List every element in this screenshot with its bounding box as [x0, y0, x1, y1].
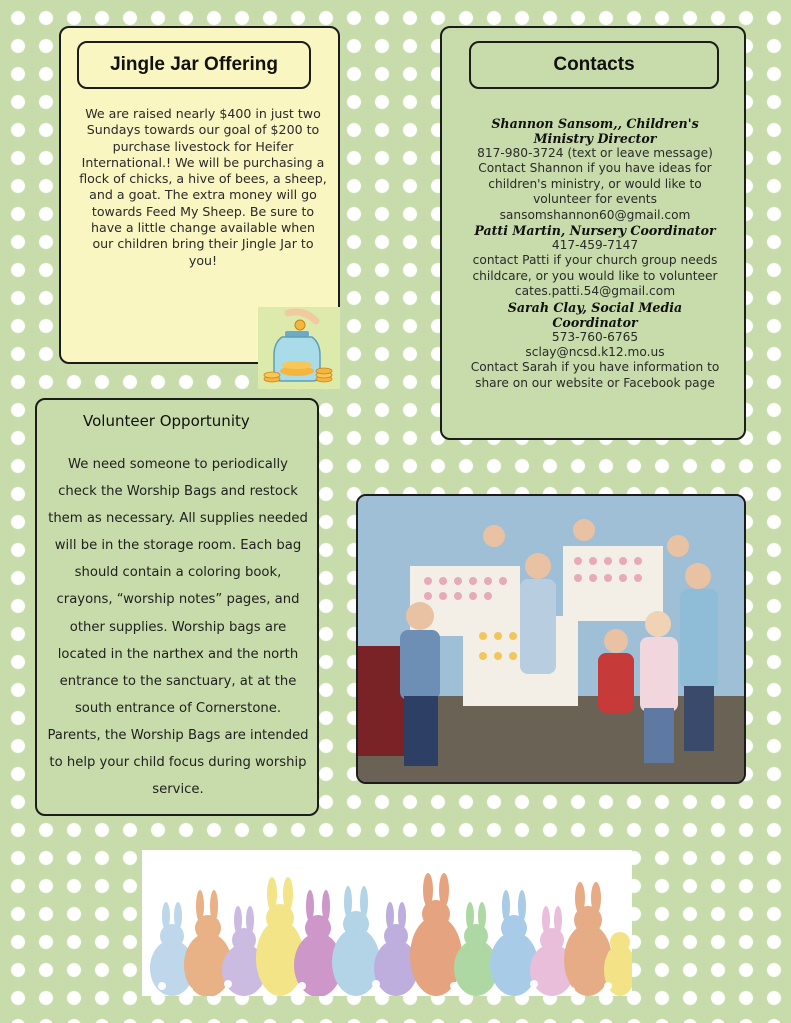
contact-email-sarah: sclay@ncsd.k12.mo.us	[525, 345, 665, 360]
contact-phone-patti: 417-459-7147	[551, 238, 639, 253]
contact-name-shannon: Shannon Sansom,, Children's Ministry Director	[491, 116, 699, 146]
easter-bunnies-banner	[142, 850, 632, 996]
contact-phone-shannon: 817-980-3724 (text or leave message)	[477, 146, 713, 160]
jingle-jar-body: We are raised nearly $400 in just two Sundays towards our goal of $200 to purchase livestock for Heifer International.! We will be purchasing a flock of chicks, a hive of bees, a sheep, and a goat. The extra money will go towards Feed My Sheep. Be sure to have a little change available when our children bring their Jingle Jar to you!	[79, 106, 327, 268]
jingle-jar-title: Jingle Jar Offering	[77, 41, 311, 89]
coin-jar-icon	[258, 307, 340, 389]
contact-email-shannon: sansomshannon60@gmail.com	[499, 207, 691, 222]
contact-name-sarah: Sarah Clay, Social Media Coordinator	[507, 299, 683, 330]
contacts-list	[466, 116, 724, 391]
volunteer-panel	[35, 398, 319, 816]
contacts-title: Contacts	[469, 41, 719, 89]
contact-phone-sarah: 573-760-6765	[551, 329, 639, 344]
contact-note-patti: contact Patti if your church group needs childcare, or you would like to volunteer	[472, 253, 718, 283]
contact-email-patti: cates.patti.54@gmail.com	[514, 284, 676, 299]
contact-note-shannon: Contact Shannon if you have ideas for children's ministry, or would like to volunteer for events	[478, 161, 712, 207]
children-photo	[356, 494, 746, 784]
contact-note-sarah: Contact Sarah if you have information to share on our website or Facebook page	[470, 360, 720, 390]
volunteer-title: Volunteer Opportunity	[83, 412, 250, 430]
contact-name-patti: Patti Martin, Nursery Coordinator	[474, 223, 716, 239]
volunteer-body: We need someone to periodically check the Worship Bags and restock them as necessary. All supplies needed will be in the storage room. Each bag should contain a coloring book, crayons, “worship notes” pages, and other supplies. Worship bags are located in the narthex and the north entrance to the sanctuary, at at the south entrance of Cornerstone. Parents, the Worship Bags are intended to help your child focus during worship service.	[47, 457, 309, 798]
